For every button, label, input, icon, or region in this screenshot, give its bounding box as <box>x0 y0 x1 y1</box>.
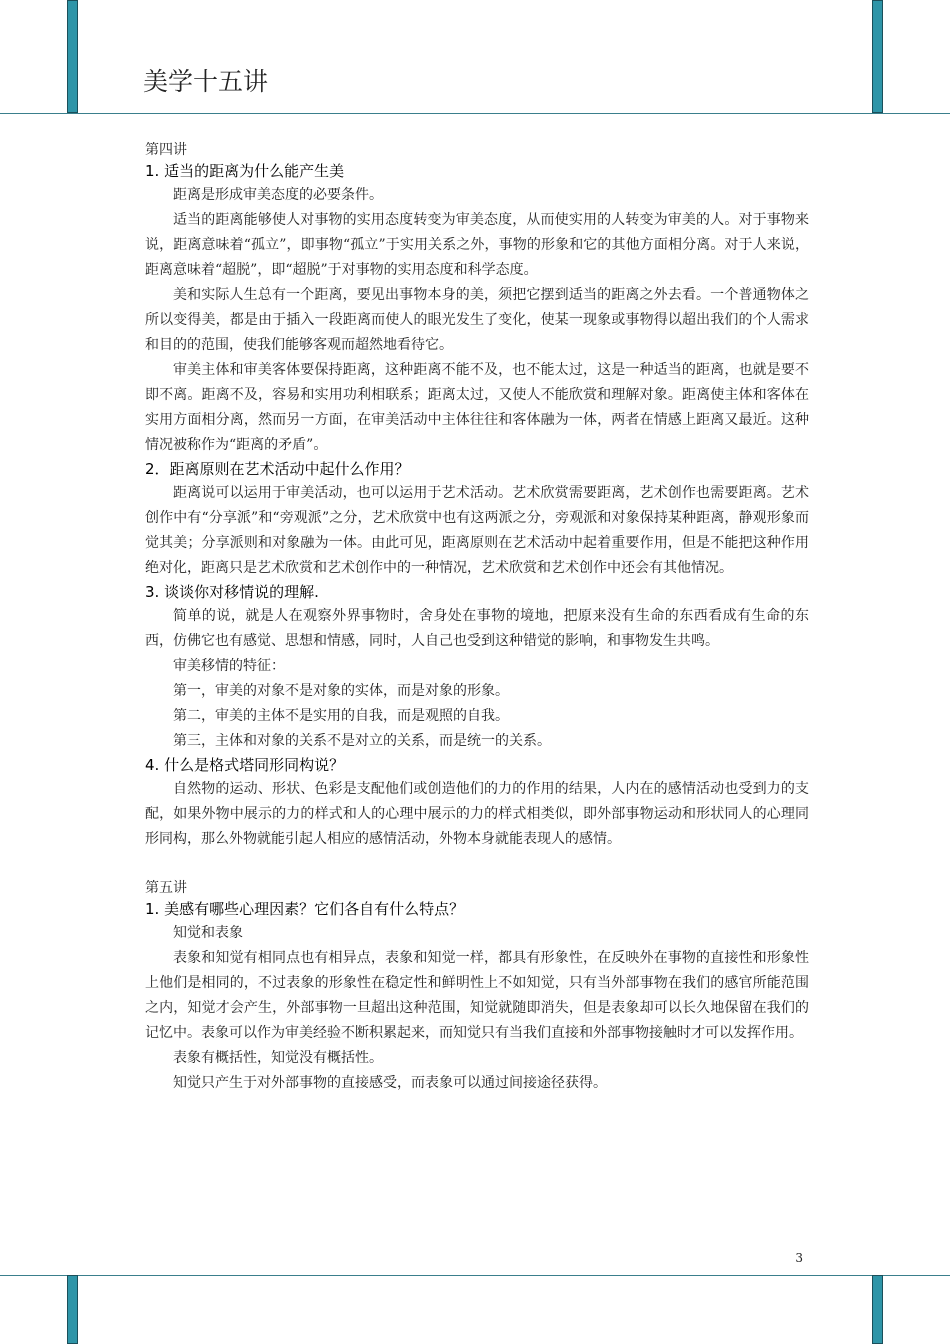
paragraph: 表象有概括性，知觉没有概括性。 <box>173 1050 383 1066</box>
paragraph: 第三，主体和对象的关系不是对立的关系，而是统一的关系。 <box>173 733 551 749</box>
question-heading: 4. 什么是格式塔同形同构说？ <box>145 756 345 774</box>
paragraph: 知觉和表象 <box>173 925 243 941</box>
decorative-bar-top-right <box>872 0 883 113</box>
paragraph: 美和实际人生总有一个距离，要见出事物本身的美，须把它摆到适当的距离之外去看。一个普通物体之所以变得美，都是由于插入一段距离而使人的眼光发生了变化，使某一现象或事物得以超出我们的个人需求和目的的范围，使我们能够客观而超然地看待它。 <box>145 287 809 353</box>
paragraph: 知觉只产生于对外部事物的直接感受，而表象可以通过间接途径获得。 <box>173 1075 607 1091</box>
decorative-bar-bottom-right <box>872 1275 883 1344</box>
page-number: 3 <box>795 1251 803 1265</box>
paragraph: 第二，审美的主体不是实用的自我，而是观照的自我。 <box>173 708 509 724</box>
question-heading: 1. 美感有哪些心理因素？它们各自有什么特点？ <box>145 900 465 918</box>
decorative-bar-bottom-left <box>67 1275 78 1344</box>
paragraph: 适当的距离能够使人对事物的实用态度转变为审美态度，从而使实用的人转变为审美的人。对于事物来说，距离意味着“孤立”，即事物“孤立”于实用关系之外，事物的形象和它的其他方面相分离。对于人来说，距离意味着“超脱”，即“超脱”于对事物的实用态度和科学态度。 <box>145 212 809 278</box>
footer-divider <box>0 1275 950 1276</box>
paragraph: 自然物的运动、形状、色彩是支配他们或创造他们的力的作用的结果，人内在的感情活动也受到力的支配，如果外物中展示的力的样式和人的心理中展示的力的样式相类似，即外部事物运动和形状同人的心理同形同构，那么外物就能引起人相应的感情活动，外物本身就能表现人的感情。 <box>145 781 809 847</box>
paragraph: 审美主体和审美客体要保持距离，这种距离不能不及，也不能太过，这是一种适当的距离，也就是要不即不离。距离不及，容易和实用功利相联系；距离太过，又使人不能欣赏和理解对象。距离使主体和客体在实用方面相分离，然而另一方面，在审美活动中主体往往和客体融为一体，两者在情感上距离又最近。这种情况被称作为“距离的矛盾”。 <box>145 362 809 453</box>
question-heading: 1. 适当的距离为什么能产生美 <box>145 162 345 180</box>
decorative-bar-top-left <box>67 0 78 113</box>
paragraph: 距离说可以运用于审美活动，也可以运用于艺术活动。艺术欣赏需要距离，艺术创作也需要距离。艺术创作中有“分享派”和“旁观派”之分，艺术欣赏中也有这两派之分，旁观派和对象保持某种距离，静观形象而觉其美；分享派则和对象融为一体。由此可见，距离原则在艺术活动中起着重要作用，但是不能把这种作用绝对化，距离只是艺术欣赏和艺术创作中的一种情况，艺术欣赏和艺术创作中还会有其他情况。 <box>145 485 809 576</box>
header-divider <box>0 113 950 114</box>
question-heading: 3. 谈谈你对移情说的理解. <box>145 583 319 601</box>
lecture-label: 第五讲 <box>145 880 187 896</box>
paragraph: 第一，审美的对象不是对象的实体，而是对象的形象。 <box>173 683 509 699</box>
question-heading: 2．距离原则在艺术活动中起什么作用？ <box>145 460 410 478</box>
paragraph: 距离是形成审美态度的必要条件。 <box>173 187 383 203</box>
lecture-label: 第四讲 <box>145 142 187 158</box>
paragraph: 审美移情的特征： <box>173 658 285 674</box>
section-spacer <box>145 852 809 878</box>
page-title: 美学十五讲 <box>143 67 269 96</box>
paragraph: 简单的说，就是人在观察外界事物时，舍身处在事物的境地，把原来没有生命的东西看成有生命的东西，仿佛它也有感觉、思想和情感，同时，人自己也受到这种错觉的影响，和事物发生共鸣。 <box>145 608 809 649</box>
document-body <box>145 140 809 1096</box>
paragraph: 表象和知觉有相同点也有相异点，表象和知觉一样，都具有形象性，在反映外在事物的直接性和形象性上他们是相同的，不过表象的形象性在稳定性和鲜明性上不如知觉，只有当外部事物在我们的感官所能范围之内，知觉才会产生，外部事物一旦超出这种范围，知觉就随即消失，但是表象却可以长久地保留在我们的记忆中。表象可以作为审美经验不断积累起来，而知觉只有当我们直接和外部事物接触时才可以发挥作用。 <box>145 950 809 1041</box>
